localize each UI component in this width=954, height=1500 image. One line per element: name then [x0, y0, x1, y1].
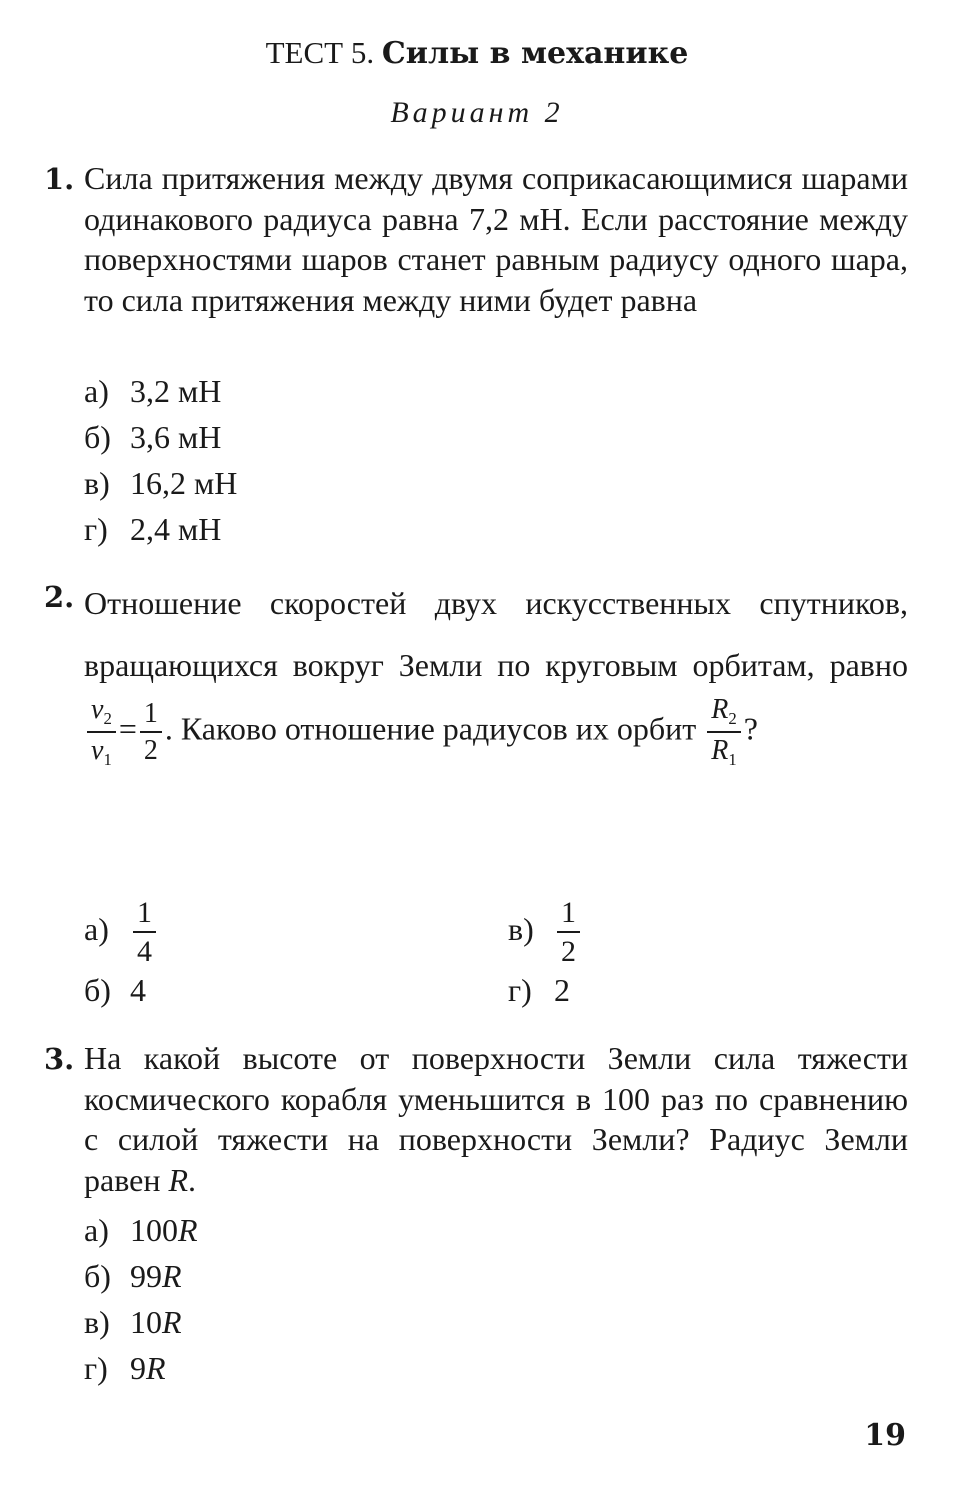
- velocity-ratio-denominator: $v_1$: [91, 734, 112, 769]
- question-2-option-g: [508, 970, 570, 1010]
- question-2-number: 2.: [44, 580, 75, 614]
- option-label: г): [84, 511, 108, 547]
- question-2-text: [84, 572, 908, 769]
- option-label: б): [84, 972, 111, 1008]
- variant-heading: Вариант 2: [390, 96, 564, 129]
- question-1-option-g: [84, 509, 221, 549]
- option-fraction: $\frac{1}{4}$: [133, 898, 156, 967]
- page-number: 19: [864, 1418, 906, 1453]
- option-label: г): [508, 972, 532, 1008]
- question-1-number: 1.: [44, 162, 75, 196]
- question-2-text-part1: Отношение скоростей двух искусственных спутников, вращающихся вокруг Земли по круговым орбитам, равно: [84, 585, 908, 683]
- equals-sign: =: [118, 710, 137, 747]
- question-mark: ?: [743, 710, 758, 747]
- option-label: а): [84, 373, 109, 409]
- velocity-ratio-numerator: $v_2$: [87, 696, 116, 733]
- question-3-body: На какой высоте от поверхности Земли сила тяжести космического корабля уменьшится в 100 раз по сравнению с силой тяжести на поверхности Земли? Радиус Земли равен: [84, 1040, 908, 1198]
- question-1-option-a: [84, 371, 221, 411]
- option-value: 16,2 мН: [130, 465, 238, 501]
- question-2-option-a: [84, 898, 159, 967]
- test-label: ТЕСТ 5.: [265, 35, 375, 70]
- question-3-option-v: в) 10R: [84, 1304, 182, 1340]
- option-label: г): [84, 1350, 108, 1386]
- test-topic: Силы в механике: [381, 36, 689, 71]
- question-3-option-a: а) 100R: [84, 1212, 198, 1248]
- option-label: б): [84, 1258, 111, 1294]
- option-value: 4: [130, 972, 146, 1008]
- question-2-text-part2: . Каково отношение радиусов их орбит: [164, 710, 697, 747]
- question-3-number: 3.: [44, 1042, 75, 1076]
- question-2-option-b: [84, 970, 146, 1010]
- question-1-option-b: [84, 417, 221, 457]
- radius-ratio-denominator: $R_1$: [711, 734, 737, 769]
- question-1-text: Сила притяжения между двумя соприкасающимися шарами одинакового радиуса равна 7,2 мН. Если расстояние между поверхностями шаров станет равным радиусу одного шара, то сила притяжения между ними будет равна: [84, 160, 908, 318]
- option-fraction: $\frac{1}{2}$: [557, 898, 580, 967]
- option-value: 3,6 мН: [130, 419, 222, 455]
- velocity-ratio-value: $\frac{1}{2}$: [140, 700, 162, 765]
- option-label: в): [84, 465, 110, 501]
- page-title: [0, 28, 954, 79]
- radius-symbol: R: [168, 1161, 188, 1198]
- velocity-ratio: [87, 696, 116, 769]
- question-3-option-b: б) 99R: [84, 1258, 182, 1294]
- question-2-option-v: [508, 898, 583, 967]
- radius-ratio: [707, 696, 741, 769]
- option-label: в): [84, 1304, 110, 1340]
- question-1-option-v: [84, 463, 237, 503]
- option-label: в): [508, 910, 534, 947]
- option-label: а): [84, 910, 109, 947]
- question-3-option-g: г) 9R: [84, 1350, 166, 1386]
- option-value: 3,2 мН: [130, 373, 222, 409]
- option-label: б): [84, 419, 111, 455]
- question-3-text: На какой высоте от поверхности Земли сила тяжести космического корабля уменьшится в 100 раз по сравнению с силой тяжести на поверхности Земли? Радиус Земли равен R.: [84, 1040, 908, 1198]
- radius-ratio-numerator: $R_2$: [707, 696, 741, 733]
- option-value: 2,4 мН: [130, 511, 222, 547]
- option-label: а): [84, 1212, 109, 1248]
- option-value: 2: [554, 972, 570, 1008]
